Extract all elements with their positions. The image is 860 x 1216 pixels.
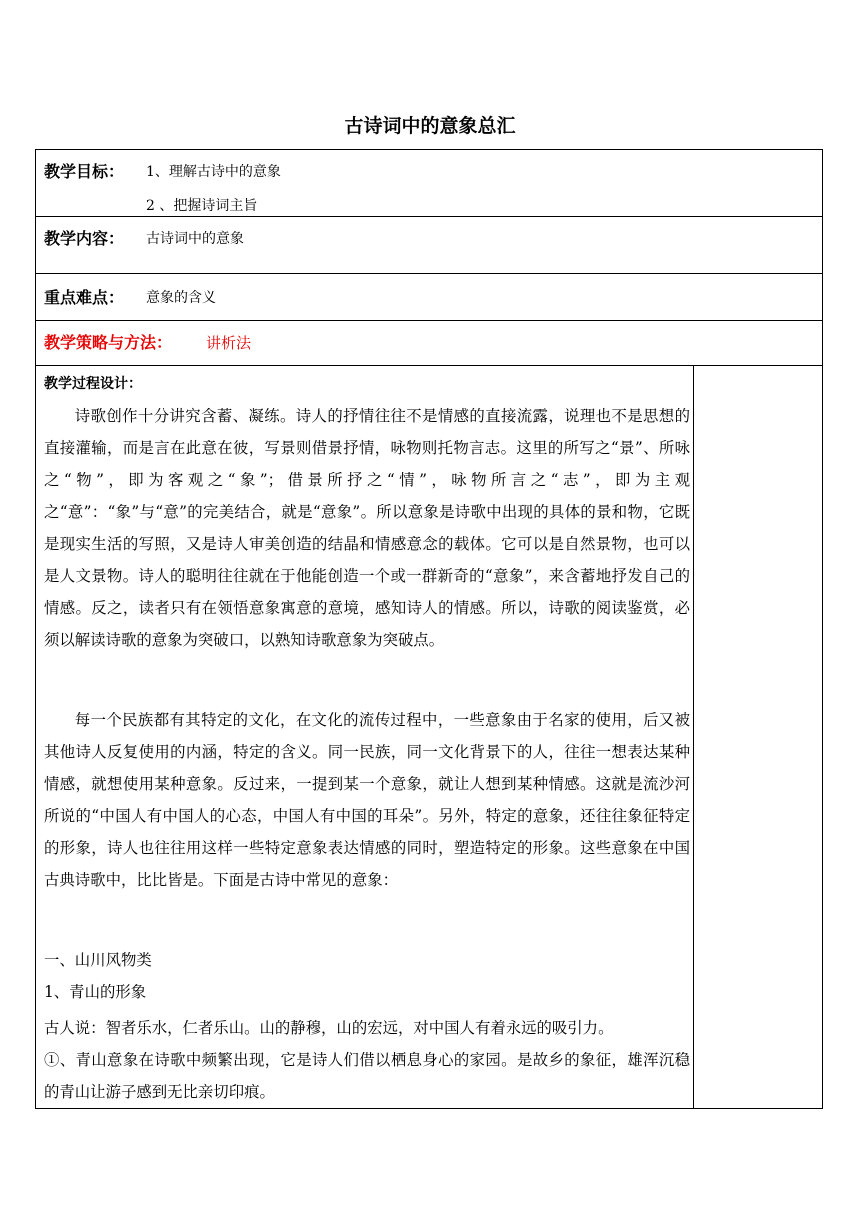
process-paragraph-1: 诗歌创作十分讲究含蓄、凝练。诗人的抒情往往不是情感的直接流露，说理也不是思想的直接灌输，而是言在此意在彼，写景则借景抒情，咏物则托物言志。这里的所写之“景”、所咏之“物”，即为客观之“象”；借景所抒之“情”，咏物所言之“志”，即为主观之“意”：“象”与“意”的完美结合，就是“意象”。所以意象是诗歌中出现的具体的景和物，它既是现实生活的写照，又是诗人审美创造的结晶和情感意念的载体。它可以是自然景物，也可以是人文景物。诗人的聪明往往就在于他能创造一个或一群新奇的“意象”，来含蓄地抒发自己的情感。反之，读者只有在领悟意象寓意的意境，感知诗人的情感。所以，诗歌的阅读鉴赏，必须以解读诗歌的意象为突破口，以熟知诗歌意象为突破点。 xyxy=(44,407,690,649)
sub-heading-1: 1、青山的形象 xyxy=(44,983,147,1001)
content-row xyxy=(36,217,822,274)
quote-line: 古人说：智者乐水，仁者乐山。山的静穆，山的宏远，对中国人有着永远的吸引力。 xyxy=(44,1019,614,1037)
strategy-label: 教学策略与方法： xyxy=(44,333,173,352)
content-value: 古诗词中的意象 xyxy=(146,231,244,247)
lesson-plan-table xyxy=(35,149,823,1109)
key-points-label: 重点难点： xyxy=(44,288,125,307)
process-label: 教学过程设计： xyxy=(44,376,142,392)
goals-item-1: 1、理解古诗中的意象 xyxy=(146,164,281,180)
goals-item-2: 2 、把握诗词主旨 xyxy=(146,198,258,214)
goals-row xyxy=(36,150,822,217)
strategy-row xyxy=(36,321,822,366)
process-paragraph-2: 每一个民族都有其特定的文化，在文化的流传过程中，一些意象由于名家的使用，后又被其他诗人反复使用的内涵，特定的含义。同一民族，同一文化背景下的人，往往一想表达某种情感，就想使用某种意象。反过来，一提到某一个意象，就让人想到某种情感。这就是流沙河所说的“中国人有中国人的心态，中国人有中国的耳朵”。另外，特定的意象，还往往象征特定的形象，诗人也往往用这样一些特定意象表达情感的同时，塑造特定的形象。这些意象在中国古典诗歌中，比比皆是。下面是古诗中常见的意象： xyxy=(44,711,690,889)
strategy-value: 讲析法 xyxy=(206,334,252,352)
content-label: 教学内容： xyxy=(44,229,125,248)
key-points-value: 意象的含义 xyxy=(146,290,216,306)
column-divider xyxy=(693,366,694,1108)
point-1: ①、青山意象在诗歌中频繁出现，它是诗人们借以栖息身心的家园。是故乡的象征，雄浑沉稳的青山让游子感到无比亲切印痕。 xyxy=(44,1051,690,1101)
document-title: 古诗词中的意象总汇 xyxy=(344,115,516,137)
section-heading-1: 一、山川风物类 xyxy=(44,951,152,969)
key-points-row xyxy=(36,274,822,321)
goals-label: 教学目标： xyxy=(44,162,125,181)
